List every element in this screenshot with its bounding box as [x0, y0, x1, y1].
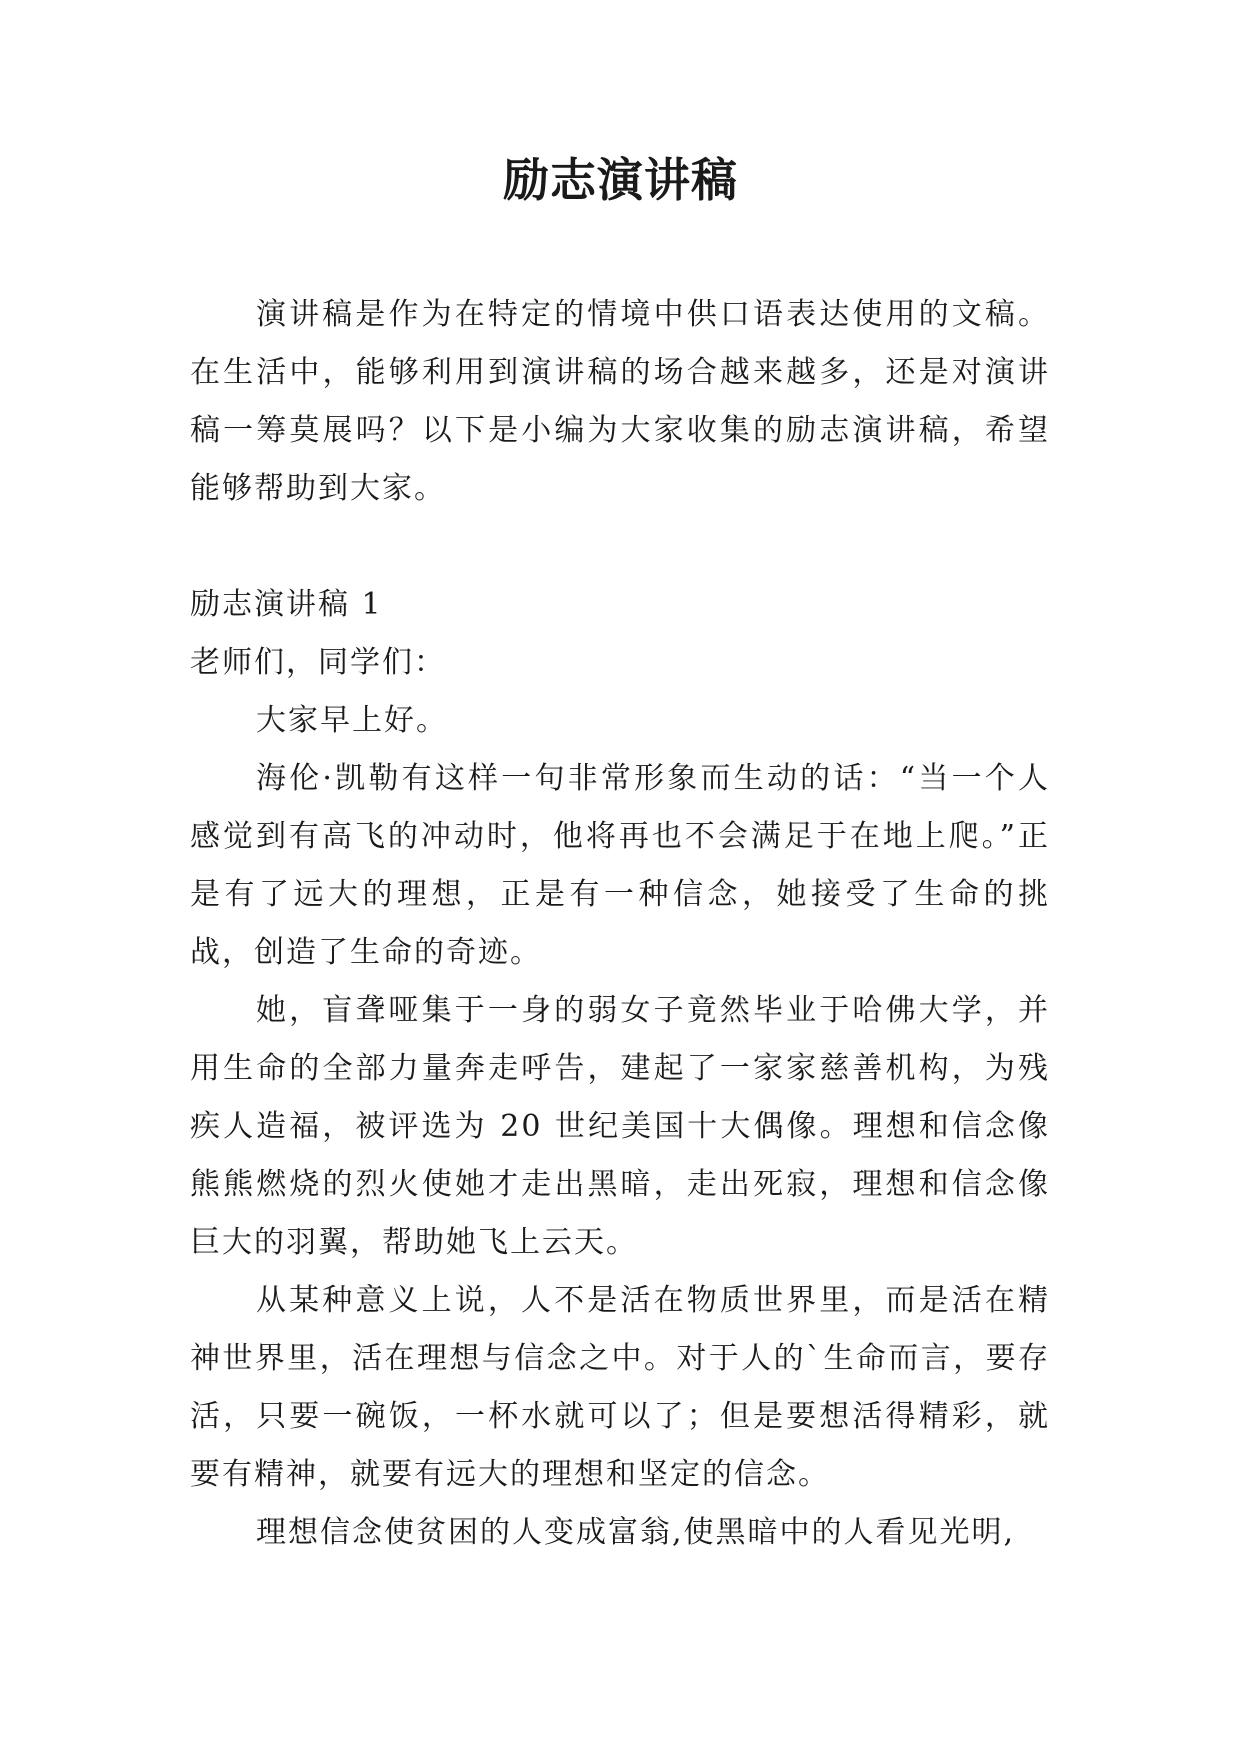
section-heading: 励志演讲稿 1: [190, 587, 383, 622]
document-title: 励志演讲稿: [503, 153, 738, 207]
document-body: [190, 286, 1050, 1562]
body-paragraph: 她，盲聋哑集于一身的弱女子竟然毕业于哈佛大学，并用生命的全部力量奔走呼告，建起了一家家慈善机构，为残疾人造福，被评选为 20 世纪美国十大偶像。理想和信念像熊熊燃烧的烈火使她才走出黑暗，走出死寂，理想和信念像巨大的羽翼，帮助她飞上云天。: [190, 993, 1050, 1260]
intro-paragraph: 演讲稿是作为在特定的情境中供口语表达使用的文稿。在生活中，能够利用到演讲稿的场合越来越多，还是对演讲稿一筹莫展吗？以下是小编为大家收集的励志演讲稿，希望能够帮助到大家。: [190, 297, 1050, 506]
salutation: 老师们，同学们：: [190, 645, 446, 680]
body-paragraph: 理想信念使贫困的人变成富翁,使黑暗中的人看见光明,: [256, 1515, 1016, 1550]
spacer: [190, 518, 1050, 576]
body-paragraph: 大家早上好。: [256, 703, 448, 738]
body-paragraph: 海伦·凯勒有这样一句非常形象而生动的话：“当一个人感觉到有高飞的冲动时，他将再也不会满足于在地上爬。”正是有了远大的理想，正是有一种信念，她接受了生命的挑战，创造了生命的奇迹。: [190, 761, 1050, 970]
body-paragraph: 从某种意义上说，人不是活在物质世界里，而是活在精神世界里，活在理想与信念之中。对于人的`生命而言，要存活，只要一碗饭，一杯水就可以了；但是要想活得精彩，就要有精神，就要有远大的理想和坚定的信念。: [190, 1283, 1050, 1492]
